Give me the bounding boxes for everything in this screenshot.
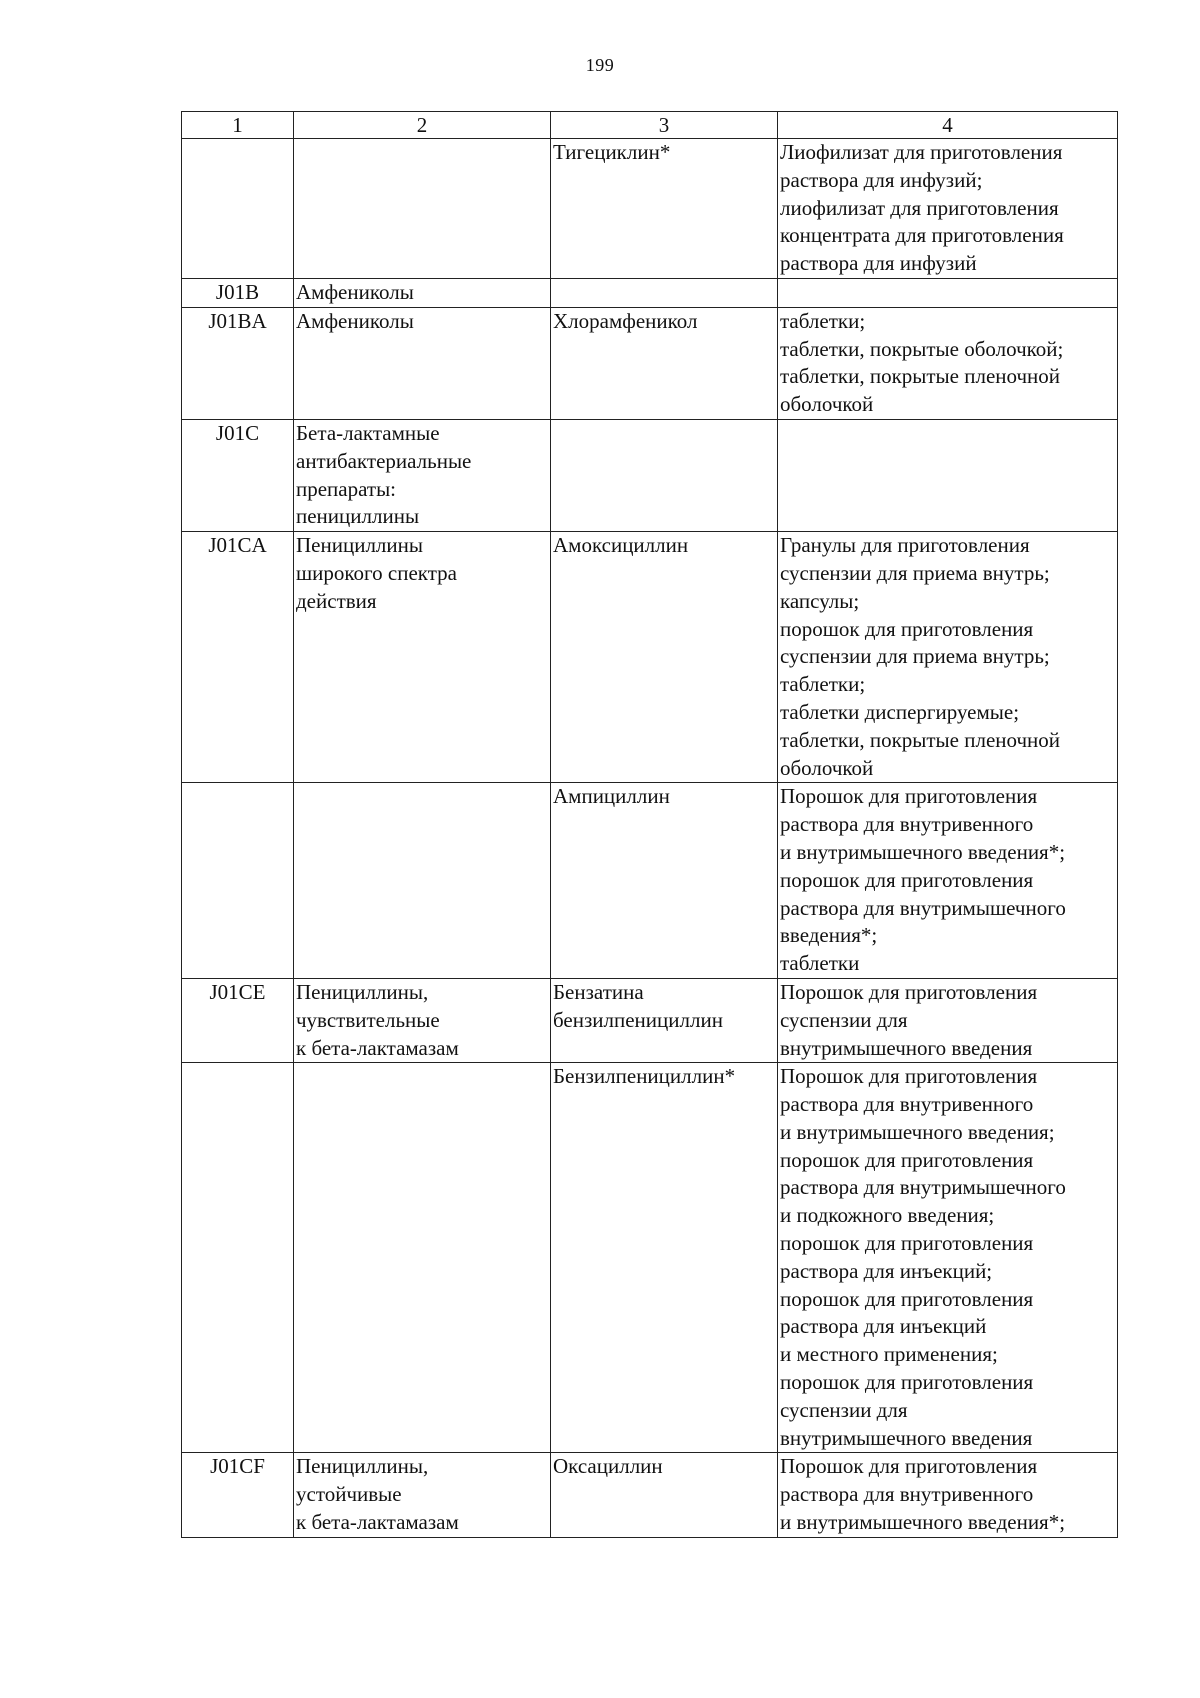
atc-code-cell: J01CF [182,1453,294,1537]
table-row [182,783,1118,979]
cell-text-line: Пенициллины, [296,979,429,1004]
cell-text-line: чувствительные [296,1007,440,1032]
dosage-form-cell [778,307,1118,419]
cell-text-line: Ампициллин [553,784,670,809]
dosage-form-cell [778,1453,1118,1537]
cell-text-line: таблетки; [780,308,866,333]
dosage-form-cell [778,978,1118,1062]
cell-text-line: Оксациллин [553,1454,663,1479]
table-body [182,139,1118,1538]
cell-text-line: Тигециклин* [553,140,671,164]
drug-table [181,111,1118,1538]
cell-text-line: суспензии для приема внутрь; [780,644,1050,669]
cell-text-line: Порошок для приготовления [780,784,1038,809]
cell-text-line: оболочкой [780,755,874,780]
cell-text-line: Хлорамфеникол [553,308,698,333]
atc-code-cell: J01BA [182,307,294,419]
table-row [182,307,1118,419]
atc-code-cell [182,139,294,279]
dosage-form-cell [778,532,1118,783]
drug-name-cell [551,278,778,307]
drug-group-cell [294,307,551,419]
drug-name-cell [551,783,778,979]
table-row [182,278,1118,307]
cell-text-line: таблетки диспергируемые; [780,699,1020,724]
cell-text-line: порошок для приготовления [780,1231,1034,1256]
cell-text-line: Порошок для приготовления [780,1064,1038,1089]
cell-text-line: Пенициллины [296,533,423,558]
cell-text-line: внутримышечного введения [780,1425,1033,1450]
dosage-form-cell [778,1063,1118,1453]
cell-text-line: Лиофилизат для приготовления [780,140,1063,164]
drug-group-cell [294,419,551,531]
drug-name-cell [551,1063,778,1453]
drug-group-cell [294,1453,551,1537]
drug-group-cell [294,978,551,1062]
cell-text-line: концентрата для приготовления [780,223,1064,248]
cell-text-line: к бета-лактамазам [296,1035,459,1060]
cell-text-line: введения*; [780,923,878,948]
table-header-row [182,112,1118,139]
atc-code-cell [182,783,294,979]
drug-name-cell [551,419,778,531]
dosage-form-cell [778,783,1118,979]
cell-text-line: таблетки, покрытые пленочной [780,727,1061,752]
cell-text-line: порошок для приготовления [780,867,1034,892]
drug-group-cell [294,139,551,279]
table-row [182,978,1118,1062]
dosage-form-cell [778,419,1118,531]
cell-text-line: Бета-лактамные [296,420,440,445]
atc-code-cell: J01C [182,419,294,531]
cell-text-line: раствора для внутривенного [780,1482,1034,1507]
drug-group-cell [294,278,551,307]
column-header-4: 4 [778,112,1118,139]
cell-text-line: Амоксициллин [553,533,689,558]
cell-text-line: Бензилпенициллин* [553,1064,736,1089]
cell-text-line: к бета-лактамазам [296,1510,459,1535]
cell-text-line: раствора для инъекций; [780,1258,993,1283]
drug-name-cell [551,978,778,1062]
cell-text-line: раствора для внутримышечного [780,895,1066,920]
atc-code-cell: J01B [182,278,294,307]
column-header-1: 1 [182,112,294,139]
cell-text-line: раствора для внутривенного [780,812,1034,837]
table-row [182,1453,1118,1537]
cell-text-line: раствора для внутривенного [780,1092,1034,1117]
cell-text-line: порошок для приготовления [780,1147,1034,1172]
drug-name-cell [551,1453,778,1537]
cell-text-line: раствора для инфузий; [780,167,983,192]
cell-text-line: бензилпенициллин [553,1007,723,1032]
cell-text-line: капсулы; [780,588,860,613]
cell-text-line: широкого спектра [296,560,457,585]
dosage-form-cell [778,278,1118,307]
cell-text-line: пенициллины [296,504,420,529]
cell-text-line: Порошок для приготовления [780,979,1038,1004]
cell-text-line: Порошок для приготовления [780,1454,1038,1479]
cell-text-line: таблетки; [780,672,866,697]
atc-code-cell: J01CE [182,978,294,1062]
page-number: 199 [585,55,615,75]
cell-text-line: суспензии для [780,1397,908,1422]
dosage-form-cell [778,139,1118,279]
cell-text-line: таблетки, покрытые оболочкой; [780,336,1064,361]
table-row [182,419,1118,531]
cell-text-line: таблетки, покрытые пленочной [780,364,1061,389]
table-row [182,139,1118,279]
cell-text-line: суспензии для [780,1007,908,1032]
column-header-2: 2 [294,112,551,139]
cell-text-line: Амфениколы [296,308,414,333]
cell-text-line: суспензии для приема внутрь; [780,560,1050,585]
cell-text-line: раствора для инфузий [780,251,977,276]
drug-group-cell [294,532,551,783]
cell-text-line: порошок для приготовления [780,616,1034,641]
column-header-3: 3 [551,112,778,139]
cell-text-line: таблетки [780,951,860,976]
cell-text-line: действия [296,588,377,613]
cell-text-line: порошок для приготовления [780,1286,1034,1311]
drug-group-cell [294,783,551,979]
cell-text-line: Гранулы для приготовления [780,533,1030,558]
cell-text-line: лиофилизат для приготовления [780,195,1059,220]
cell-text-line: и внутримышечного введения; [780,1119,1055,1144]
cell-text-line: антибактериальные [296,448,472,473]
drug-group-cell [294,1063,551,1453]
cell-text-line: раствора для внутримышечного [780,1175,1066,1200]
cell-text-line: порошок для приготовления [780,1370,1034,1395]
drug-name-cell [551,139,778,279]
table-row [182,1063,1118,1453]
cell-text-line: Пенициллины, [296,1454,429,1479]
cell-text-line: внутримышечного введения [780,1035,1033,1060]
atc-code-cell: J01CA [182,532,294,783]
cell-text-line: Амфениколы [296,279,414,304]
cell-text-line: раствора для инъекций [780,1314,987,1339]
table-row [182,532,1118,783]
drug-name-cell [551,307,778,419]
drug-name-cell [551,532,778,783]
cell-text-line: оболочкой [780,392,874,417]
cell-text-line: устойчивые [296,1482,402,1507]
cell-text-line: Бензатина [553,979,644,1004]
cell-text-line: и внутримышечного введения*; [780,839,1066,864]
cell-text-line: и подкожного введения; [780,1203,995,1228]
cell-text-line: и местного применения; [780,1342,998,1367]
cell-text-line: препараты: [296,476,397,501]
cell-text-line: и внутримышечного введения*; [780,1510,1066,1535]
atc-code-cell [182,1063,294,1453]
